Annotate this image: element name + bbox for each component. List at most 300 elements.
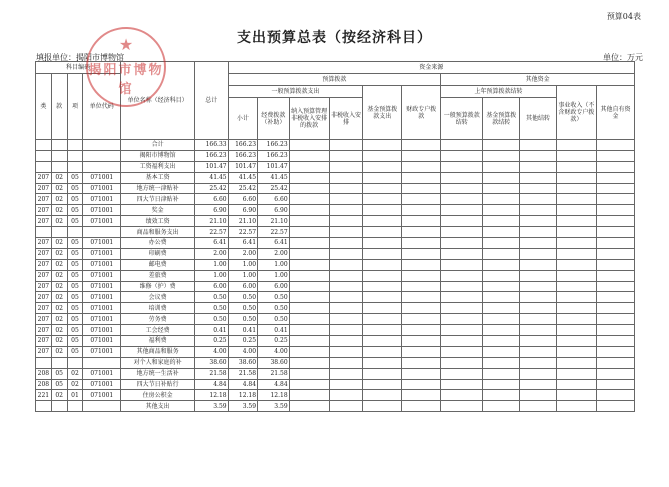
cell-empty [596,314,634,325]
cell-lei: 207 [36,172,52,183]
cell-empty [441,303,483,314]
cell-lei: 207 [36,314,52,325]
cell-fund: 101.47 [258,161,290,172]
cell-fund: 0.50 [258,303,290,314]
cell-lei [36,401,52,412]
cell-code: 071001 [83,325,121,336]
cell-name: 基本工资 [121,172,195,183]
cell-empty [441,281,483,292]
cell-empty [596,216,634,227]
total-header: 总计 [194,62,228,140]
cell-empty [483,140,520,151]
cell-sub: 0.50 [228,314,257,325]
cell-empty [483,270,520,281]
cell-code: 071001 [83,368,121,379]
cell-empty [289,336,329,347]
cell-lei: 207 [36,346,52,357]
own-funds-header: 其他自有资金 [596,86,634,140]
cell-lei: 207 [36,194,52,205]
cell-code: 071001 [83,183,121,194]
cell-empty [520,303,557,314]
cell-empty [520,161,557,172]
cell-name: 工会经费 [121,325,195,336]
cell-empty [556,150,596,161]
cell-total: 6.41 [194,238,228,249]
table-row [36,368,635,379]
cell-empty [289,346,329,357]
cell-kuan: 02 [51,303,67,314]
cell-empty [329,281,363,292]
other-carry-header: 其他结转 [520,98,557,140]
cell-empty [289,357,329,368]
cell-xiang [67,140,83,151]
cell-code [83,401,121,412]
cell-kuan: 05 [51,379,67,390]
cell-name: 维修（护）费 [121,281,195,292]
cell-name: 福利费 [121,336,195,347]
cell-empty [483,150,520,161]
cell-empty [556,183,596,194]
cell-empty [596,292,634,303]
cell-name: 揭阳市博物馆 [121,150,195,161]
cell-lei [36,150,52,161]
cell-fund: 4.84 [258,379,290,390]
cell-sub: 6.60 [228,194,257,205]
cell-empty [441,314,483,325]
reporting-unit-label: 填报单位： [36,53,76,62]
cell-lei: 207 [36,281,52,292]
table-row [36,303,635,314]
cell-name: 劳务费 [121,314,195,325]
cell-empty [329,194,363,205]
cell-empty [556,390,596,401]
special-account-header: 财政专户拨款 [402,86,441,140]
cell-kuan: 02 [51,346,67,357]
cell-sub: 166.23 [228,140,257,151]
cell-sub: 166.23 [228,150,257,161]
cell-empty [483,248,520,259]
cell-empty [596,172,634,183]
cell-empty [596,303,634,314]
table-row [36,172,635,183]
funding-source-header: 资金来源 [228,62,634,74]
cell-total: 0.41 [194,325,228,336]
cell-empty [329,161,363,172]
cell-empty [596,401,634,412]
cell-fund: 1.00 [258,270,290,281]
cell-empty [363,248,402,259]
cell-empty [520,140,557,151]
cell-empty [596,194,634,205]
cell-sub: 6.00 [228,281,257,292]
cell-fund: 21.58 [258,368,290,379]
table-row [36,379,635,390]
table-row [36,150,635,161]
cell-empty [402,161,441,172]
cell-total: 4.00 [194,346,228,357]
cell-empty [483,216,520,227]
table-row [36,238,635,249]
cell-kuan: 02 [51,259,67,270]
cell-name: 会议费 [121,292,195,303]
table-row [36,205,635,216]
cell-fund: 6.90 [258,205,290,216]
cell-empty [402,346,441,357]
cell-empty [520,368,557,379]
cell-code: 071001 [83,390,121,401]
cell-empty [556,259,596,270]
cell-code [83,150,121,161]
cell-kuan [51,401,67,412]
cell-empty [520,259,557,270]
cell-sub: 0.50 [228,303,257,314]
cell-empty [596,161,634,172]
managed-nontax-header: 纳入预算管理非税收入安排的拨款 [289,98,329,140]
cell-empty [402,238,441,249]
cell-empty [520,292,557,303]
cell-empty [402,401,441,412]
cell-fund: 1.00 [258,259,290,270]
cell-empty [520,270,557,281]
cell-sub: 1.00 [228,270,257,281]
cell-empty [363,357,402,368]
cell-sub: 4.00 [228,346,257,357]
table-row [36,248,635,259]
cell-empty [441,379,483,390]
cell-empty [329,303,363,314]
cell-sub: 0.41 [228,325,257,336]
cell-empty [520,172,557,183]
cell-empty [402,140,441,151]
cell-xiang: 05 [67,172,83,183]
cell-total: 21.10 [194,216,228,227]
cell-total: 21.58 [194,368,228,379]
cell-empty [520,314,557,325]
cell-name: 工资福利支出 [121,161,195,172]
cell-kuan: 02 [51,325,67,336]
cell-empty [596,150,634,161]
cell-code: 071001 [83,336,121,347]
cell-empty [289,161,329,172]
cell-empty [329,401,363,412]
cell-xiang: 05 [67,194,83,205]
cell-xiang: 05 [67,238,83,249]
cell-empty [289,270,329,281]
cell-code [83,161,121,172]
cell-empty [556,216,596,227]
cell-empty [596,248,634,259]
table-row [36,325,635,336]
cell-sub: 21.58 [228,368,257,379]
cell-kuan [51,227,67,238]
cell-empty [441,205,483,216]
cell-xiang: 05 [67,292,83,303]
cell-empty [329,205,363,216]
table-row [36,227,635,238]
other-funds-header: 其他资金 [441,74,635,86]
cell-empty [363,270,402,281]
cell-empty [402,292,441,303]
cell-xiang: 05 [67,281,83,292]
table-row [36,346,635,357]
cell-empty [289,140,329,151]
cell-empty [520,357,557,368]
table-row [36,259,635,270]
cell-empty [289,325,329,336]
cell-empty [520,336,557,347]
cell-empty [329,292,363,303]
cell-empty [483,346,520,357]
cell-lei [36,140,52,151]
prior-year-header: 上年预算拨款结转 [441,86,557,98]
cell-name: 对个人和家庭的补 [121,357,195,368]
cell-kuan: 02 [51,390,67,401]
cell-empty [363,346,402,357]
cell-empty [441,368,483,379]
cell-empty [289,194,329,205]
cell-code: 071001 [83,314,121,325]
cell-empty [441,390,483,401]
cell-empty [596,259,634,270]
cell-lei [36,161,52,172]
cell-empty [483,314,520,325]
cell-empty [402,379,441,390]
cell-empty [363,216,402,227]
cell-kuan: 02 [51,314,67,325]
cell-empty [402,303,441,314]
cell-empty [402,281,441,292]
unit-name-header: 单位名称（经济科目） [121,62,195,140]
cell-lei: 207 [36,205,52,216]
cell-empty [483,303,520,314]
table-row [36,336,635,347]
cell-empty [596,205,634,216]
cell-xiang [67,357,83,368]
cell-empty [520,205,557,216]
cell-kuan: 05 [51,368,67,379]
cell-kuan: 02 [51,216,67,227]
form-number: 预算04表 [606,12,641,21]
cell-total: 0.50 [194,314,228,325]
cell-sub: 41.45 [228,172,257,183]
cell-empty [363,379,402,390]
cell-empty [402,194,441,205]
cell-sub: 6.41 [228,238,257,249]
kuan-header: 款 [51,74,67,140]
cell-empty [596,336,634,347]
cell-sub: 0.25 [228,336,257,347]
cell-sub: 22.57 [228,227,257,238]
subtotal-header: 小计 [228,98,257,140]
cell-lei: 221 [36,390,52,401]
cell-code: 071001 [83,248,121,259]
cell-empty [441,150,483,161]
cell-empty [402,390,441,401]
cell-code: 071001 [83,172,121,183]
cell-empty [329,325,363,336]
cell-total: 41.45 [194,172,228,183]
cell-empty [556,325,596,336]
cell-empty [556,346,596,357]
cell-empty [596,325,634,336]
cell-name: 办公费 [121,238,195,249]
cell-empty [556,336,596,347]
cell-empty [520,379,557,390]
cell-empty [483,259,520,270]
cell-kuan: 02 [51,205,67,216]
cell-empty [483,292,520,303]
cell-fund: 0.50 [258,292,290,303]
subject-code-header: 科目编码 [36,62,121,74]
cell-xiang: 05 [67,325,83,336]
cell-empty [402,183,441,194]
cell-empty [402,172,441,183]
cell-empty [596,346,634,357]
cell-empty [556,227,596,238]
cell-empty [289,314,329,325]
cell-empty [596,379,634,390]
cell-kuan: 02 [51,281,67,292]
cell-total: 101.47 [194,161,228,172]
cell-total: 166.33 [194,140,228,151]
cell-empty [520,194,557,205]
cell-empty [556,238,596,249]
currency-unit: 单位：万元 [603,53,643,62]
cell-code: 071001 [83,379,121,390]
cell-empty [483,281,520,292]
cell-empty [289,281,329,292]
cell-empty [556,205,596,216]
cell-code: 071001 [83,238,121,249]
cell-empty [329,172,363,183]
cell-fund: 0.50 [258,314,290,325]
cell-empty [289,183,329,194]
table-row [36,140,635,151]
cell-empty [363,238,402,249]
cell-empty [483,227,520,238]
cell-empty [483,172,520,183]
cell-name: 绩效工资 [121,216,195,227]
cell-empty [441,401,483,412]
cell-kuan [51,161,67,172]
cell-lei [36,357,52,368]
cell-empty [402,205,441,216]
cell-empty [329,346,363,357]
seal-star-icon: ★ [118,35,134,54]
cell-fund: 3.59 [258,401,290,412]
cell-name: 地方统一津贴补 [121,183,195,194]
cell-name: 印刷费 [121,248,195,259]
cell-empty [483,401,520,412]
cell-total: 22.57 [194,227,228,238]
reporting-unit-value: 揭阳市博物馆 [76,53,124,62]
cell-code: 071001 [83,346,121,357]
table-row [36,194,635,205]
cell-total: 6.90 [194,205,228,216]
cell-kuan: 02 [51,194,67,205]
cell-empty [556,368,596,379]
cell-xiang: 05 [67,314,83,325]
cell-fund: 12.18 [258,390,290,401]
cell-kuan: 02 [51,248,67,259]
cell-empty [363,314,402,325]
table-row [36,314,635,325]
cell-empty [289,227,329,238]
cell-empty [329,357,363,368]
cell-empty [363,205,402,216]
cell-lei: 207 [36,248,52,259]
cell-empty [329,270,363,281]
cell-empty [441,172,483,183]
cell-total: 0.25 [194,336,228,347]
cell-code: 071001 [83,303,121,314]
cell-empty [363,303,402,314]
cell-fund: 0.25 [258,336,290,347]
cell-xiang: 02 [67,379,83,390]
cell-kuan: 02 [51,238,67,249]
cell-name: 其他商品和服务 [121,346,195,357]
cell-empty [596,368,634,379]
cell-empty [329,238,363,249]
cell-empty [289,401,329,412]
table-row [36,292,635,303]
cell-empty [402,336,441,347]
cell-empty [289,379,329,390]
cell-empty [441,216,483,227]
cell-code: 071001 [83,216,121,227]
fund-budget-header: 基金预算拨款支出 [363,86,402,140]
cell-empty [556,281,596,292]
cell-empty [556,357,596,368]
cell-empty [329,227,363,238]
cell-empty [402,150,441,161]
cell-empty [329,259,363,270]
cell-kuan: 02 [51,172,67,183]
cell-empty [289,259,329,270]
cell-empty [520,216,557,227]
cell-fund: 38.60 [258,357,290,368]
cell-empty [520,183,557,194]
cell-lei: 207 [36,270,52,281]
cell-name: 邮电费 [121,259,195,270]
cell-xiang: 05 [67,336,83,347]
cell-total: 0.50 [194,303,228,314]
cell-empty [329,216,363,227]
cell-empty [402,270,441,281]
cell-lei: 207 [36,303,52,314]
cell-empty [596,357,634,368]
cell-total: 2.00 [194,248,228,259]
cell-total: 12.18 [194,390,228,401]
cell-empty [441,140,483,151]
cell-empty [329,390,363,401]
cell-empty [289,150,329,161]
cell-total: 1.00 [194,270,228,281]
cell-fund: 6.41 [258,238,290,249]
cell-fund: 6.00 [258,281,290,292]
cell-kuan [51,150,67,161]
cell-name: 四大节日补贴行 [121,379,195,390]
cell-name: 其他支出 [121,401,195,412]
budget-table [35,61,635,412]
cell-empty [289,238,329,249]
cell-sub: 6.90 [228,205,257,216]
cell-empty [289,368,329,379]
cell-empty [329,314,363,325]
cell-total: 25.42 [194,183,228,194]
cell-sub: 12.18 [228,390,257,401]
cell-empty [441,292,483,303]
